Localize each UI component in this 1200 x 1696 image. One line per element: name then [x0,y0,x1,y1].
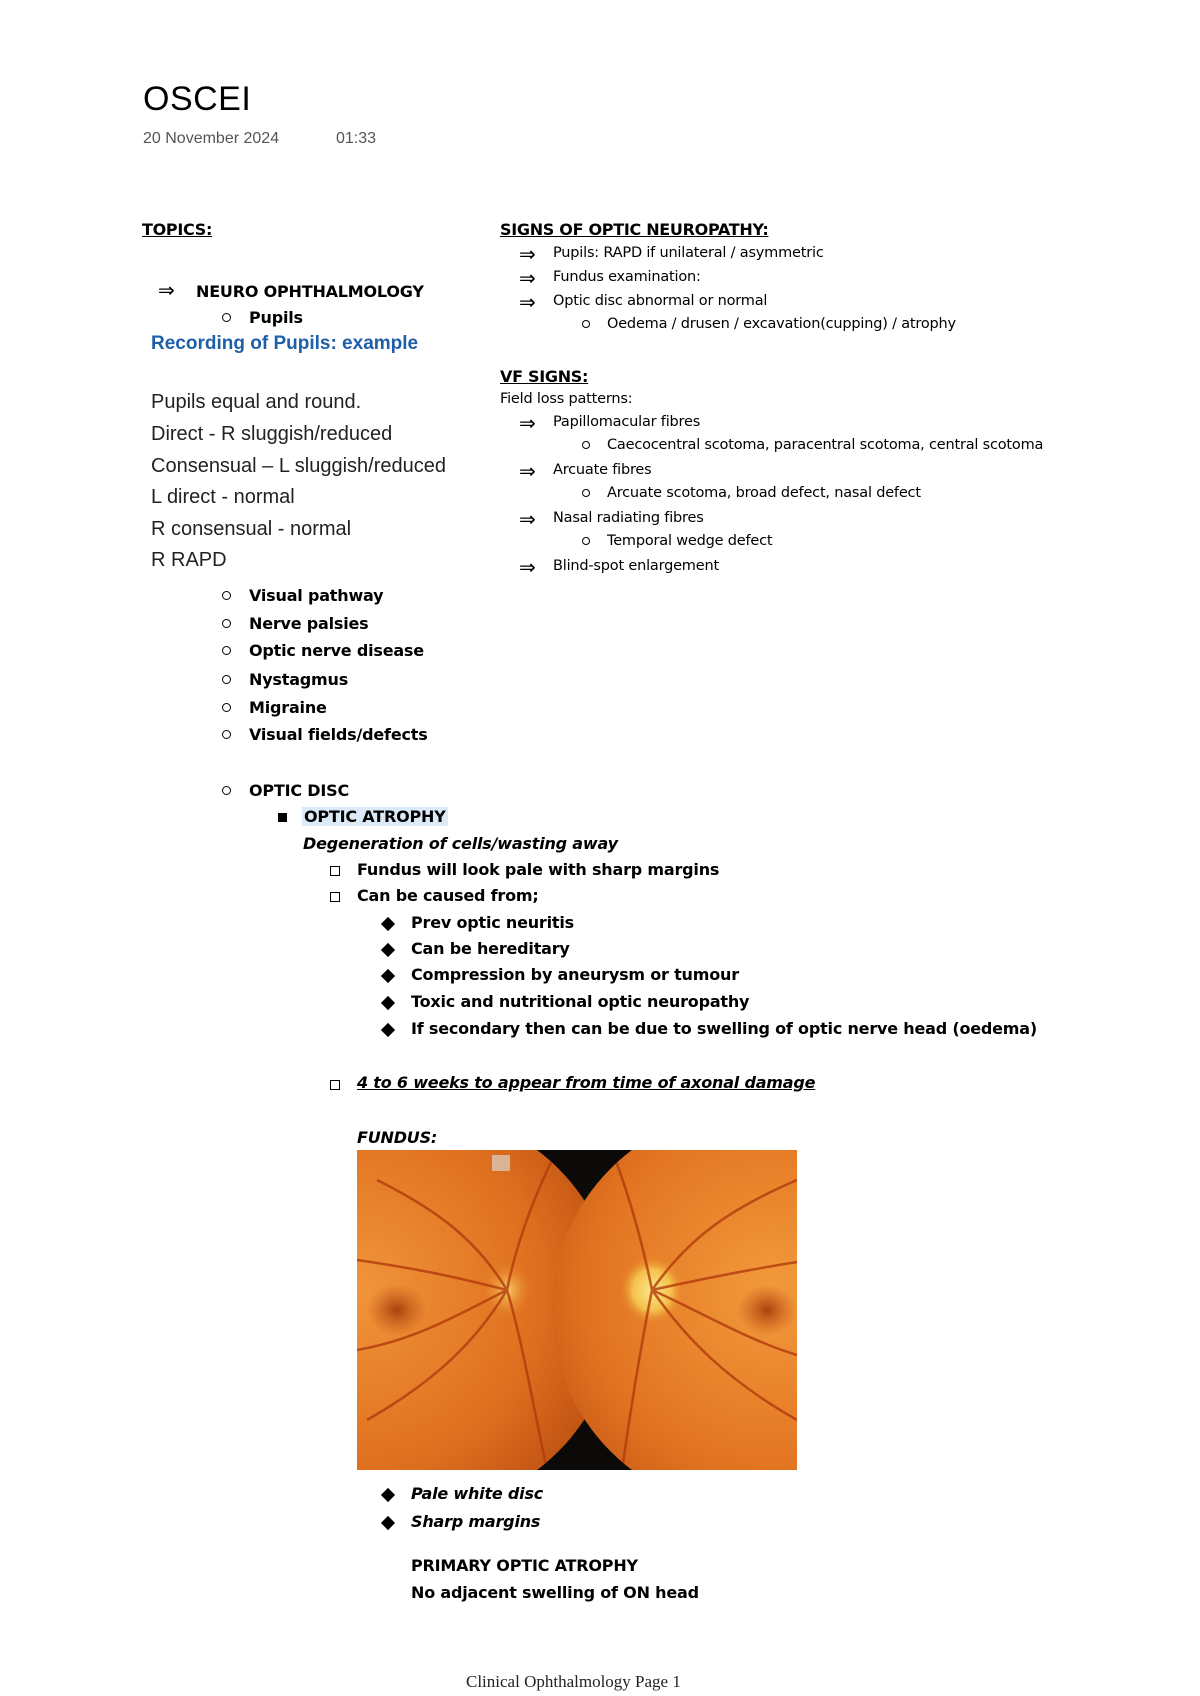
arrow-bullet-icon: ⇒ [519,459,536,483]
subtopic-item: Visual pathway [249,586,384,605]
primary-optic-atrophy-desc: No adjacent swelling of ON head [411,1583,699,1602]
vf-detail: Caecocentral scotoma, paracentral scotoma, central scotoma [607,437,1044,453]
arrow-bullet-icon: ⇒ [519,507,536,531]
checkbox-bullet-icon [330,892,340,902]
optic-atrophy-item: OPTIC ATROPHY [304,807,446,826]
optic-disc-item: OPTIC DISC [249,781,350,800]
signs-header: SIGNS OF OPTIC NEUROPATHY: [500,220,769,239]
diamond-bullet-icon [381,1516,395,1530]
arrow-bullet-icon: ⇒ [519,266,536,290]
caused-from-item: Can be caused from; [357,886,539,905]
pupil-line: R consensual - normal [151,518,352,540]
page-title: OSCEI [143,80,252,118]
fundus-pale-item: Fundus will look pale with sharp margins [357,860,720,879]
circle-bullet-icon [222,619,231,628]
pupil-line: Pupils equal and round. [151,391,362,413]
diamond-bullet-icon [381,917,395,931]
circle-bullet-icon [222,786,231,795]
vf-signs-header: VF SIGNS: [500,367,589,386]
vf-item: Nasal radiating fibres [553,510,704,526]
square-bullet-icon [278,813,287,822]
diamond-bullet-icon [381,1488,395,1502]
circle-bullet-icon [582,320,590,328]
vf-detail: Temporal wedge defect [607,533,773,549]
degeneration-text: Degeneration of cells/wasting away [303,834,618,853]
primary-optic-atrophy-title: PRIMARY OPTIC ATROPHY [411,1556,638,1575]
fundus-label: FUNDUS: [357,1128,438,1147]
page-time: 01:33 [336,130,377,147]
cause-item: Compression by aneurysm or tumour [411,965,739,984]
circle-bullet-icon [222,313,231,322]
pupil-line: R RAPD [151,549,227,571]
diamond-bullet-icon [381,969,395,983]
checkbox-bullet-icon [330,866,340,876]
pupil-line: Direct - R sluggish/reduced [151,423,393,445]
subtopic-item: Nerve palsies [249,614,369,633]
vf-item: Papillomacular fibres [553,414,701,430]
pupils-item: Pupils [249,308,303,327]
circle-bullet-icon [222,730,231,739]
fundus-finding: Sharp margins [411,1512,541,1531]
cause-item: Can be hereditary [411,939,570,958]
diamond-bullet-icon [381,1023,395,1037]
circle-bullet-icon [222,703,231,712]
subtopic-item: Visual fields/defects [249,725,428,744]
topics-header: TOPICS: [142,220,213,239]
disc-detail: Oedema / drusen / excavation(cupping) / atrophy [607,316,956,332]
page-date: 20 November 2024 [143,130,280,147]
subtopic-item: Migraine [249,698,327,717]
circle-bullet-icon [582,489,590,497]
checkbox-bullet-icon [330,1080,340,1090]
fundus-photograph [357,1150,797,1470]
circle-bullet-icon [582,537,590,545]
circle-bullet-icon [582,441,590,449]
pupil-line: L direct - normal [151,486,295,508]
vf-item: Arcuate fibres [553,462,652,478]
arrow-bullet-icon: ⇒ [519,290,536,314]
recording-pupils-title: Recording of Pupils: example [151,333,419,354]
fundus-finding: Pale white disc [411,1484,544,1503]
circle-bullet-icon [222,591,231,600]
arrow-bullet-icon: ⇒ [519,555,536,579]
cause-item: Toxic and nutritional optic neuropathy [411,992,750,1011]
fundus-image [357,1150,797,1470]
neuro-ophthalmology-item: NEURO OPHTHALMOLOGY [196,282,424,301]
diamond-bullet-icon [381,943,395,957]
circle-bullet-icon [222,646,231,655]
sign-item: Pupils: RAPD if unilateral / asymmetric [553,245,824,261]
arrow-bullet-icon: ⇒ [519,411,536,435]
sign-item: Fundus examination: [553,269,701,285]
circle-bullet-icon [222,675,231,684]
subtopic-item: Optic nerve disease [249,641,424,660]
vf-item: Blind-spot enlargement [553,558,719,574]
cause-item: Prev optic neuritis [411,913,574,932]
sign-item: Optic disc abnormal or normal [553,293,768,309]
subtopic-item: Nystagmus [249,670,349,689]
arrow-bullet-icon: ⇒ [158,278,175,302]
cause-item: If secondary then can be due to swelling of optic nerve head (oedema) [411,1019,1037,1038]
vf-detail: Arcuate scotoma, broad defect, nasal defect [607,485,921,501]
pupil-line: Consensual – L sluggish/reduced [151,455,447,477]
page-footer: Clinical Ophthalmology Page 1 [466,1672,681,1691]
field-loss-label: Field loss patterns: [500,391,633,407]
arrow-bullet-icon: ⇒ [519,242,536,266]
diamond-bullet-icon [381,996,395,1010]
weeks-item: 4 to 6 weeks to appear from time of axonal damage [357,1073,816,1092]
